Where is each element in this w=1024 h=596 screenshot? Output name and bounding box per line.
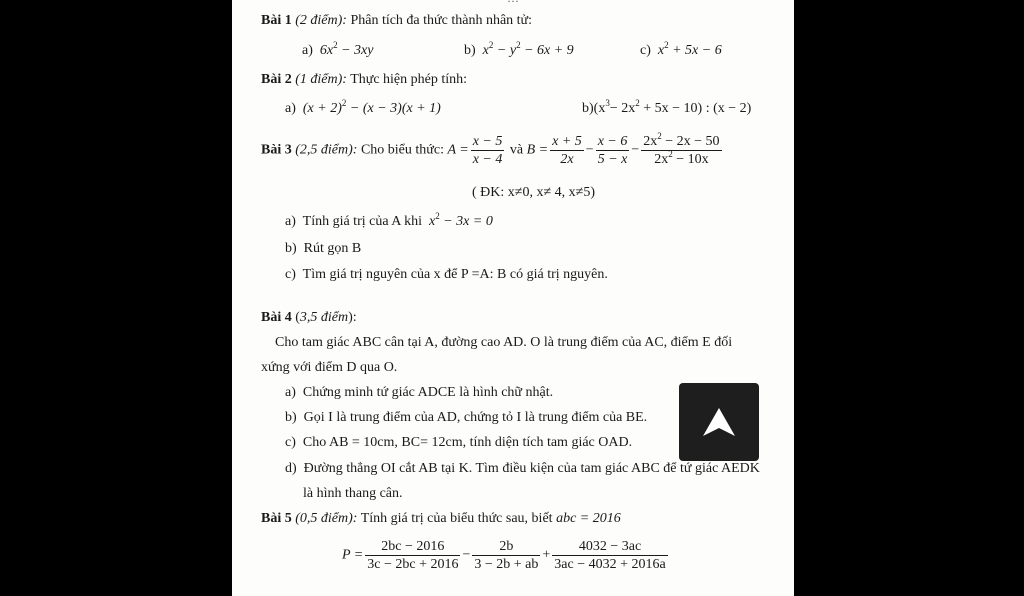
bai4-item-a: a) Chứng minh tứ giác ADCE là hình chữ nhật. — [285, 385, 554, 400]
scroll-up-button[interactable] — [679, 383, 759, 461]
bai2-item-b: $b)(x^3- 2x^2 + 5x - 10)$ : (x − 2) — [582, 98, 752, 116]
bai4-heading: Bài 4 (3,5 điểm): — [261, 310, 357, 325]
bai5-formula: P = $\frac{2bc - 2016}{3c - 2bc + 2016}$ − $\frac{2b}{3 - 2b + ab}$ + $\frac{4032 - 3ac}{3ac - 4032 + 2016a}$ — [342, 539, 666, 572]
bai1-item-b: b) $x^2 - y^2 - 6x + 9$ — [464, 40, 574, 58]
cut-off-header — [232, 0, 794, 6]
bai3-heading: Bài 3 (2,5 điểm): Cho biểu thức: A = $\frac{x - 5}{x - 4}$ và B = $\frac{x + 5}{2x}$ − $\frac{x - 6}{5 - x}$ − $\frac{2x^2 - 2x - 50}{2x^2 - 10x}$ — [261, 131, 720, 167]
fraction-P1: $\frac{2bc - 2016}{3c - 2bc + 2016}$ — [367, 539, 459, 572]
bai4-item-d: d) Đường thẳng OI cắt AB tại K. Tìm điều kiện của tam giác ABC để tứ giác AEDK — [285, 461, 760, 476]
up-arrow-icon — [702, 407, 736, 437]
bai1-item-a: a) $6x^2 - 3xy$ — [302, 40, 374, 58]
bai4-item-b: b) Gọi I là trung điểm của AD, chứng tỏ I là trung điểm của BE. — [285, 410, 648, 425]
fraction-P2: $\frac{2b}{3 - 2b + ab}$ — [474, 539, 539, 572]
fraction-P3: $\frac{4032 - 3ac}{3ac - 4032 + 2016a}$ — [554, 539, 666, 572]
bai4-intro-line2: xứng với điểm D qua O. — [261, 360, 398, 375]
bai2-item-a: a) $(x + 2)^2 - (x - 3)(x + 1)$ — [285, 98, 441, 116]
fraction-B2: $\frac{x - 6}{5 - x}$ — [597, 134, 628, 167]
worksheet-page — [232, 0, 794, 596]
bai4-item-c: c) Cho AB = 10cm, BC= 12cm, tính diện tích tam giác OAD. — [285, 435, 633, 450]
fraction-B3: $\frac{2x^2 - 2x - 50}{2x^2 - 10x}$ — [643, 131, 720, 167]
bai3-item-a: a) Tính giá trị của A khi $x^2 - 3x = 0$ — [285, 211, 493, 229]
fraction-B1: $\frac{x + 5}{2x}$ — [552, 134, 582, 167]
bai5-heading: Bài 5 (0,5 điểm): Tính giá trị của biểu thức sau, biết abc = 2016 — [261, 511, 621, 526]
bai1-item-c: c) $x^2 + 5x - 6$ — [640, 40, 722, 58]
bai2-heading: Bài 2 (1 điểm): Thực hiện phép tính: — [261, 72, 468, 87]
bai3-condition: ( ĐK: x≠0, x≠ 4, x≠5) — [472, 185, 595, 200]
bai4-item-d-cont: là hình thang cân. — [303, 486, 403, 501]
fraction-A: $\frac{x - 5}{x - 4}$ — [472, 134, 503, 167]
bai1-heading: Bài 1 (2 điểm): Phân tích đa thức thành nhân tử: — [261, 13, 533, 28]
bai3-item-b: b) Rút gọn B — [285, 241, 362, 256]
bai4-intro-line1: Cho tam giác ABC cân tại A, đường cao AD. O là trung điểm của AC, điểm E đối — [275, 335, 733, 350]
bai3-item-c: c) Tìm giá trị nguyên của x để P =A: B có giá trị nguyên. — [285, 267, 608, 282]
